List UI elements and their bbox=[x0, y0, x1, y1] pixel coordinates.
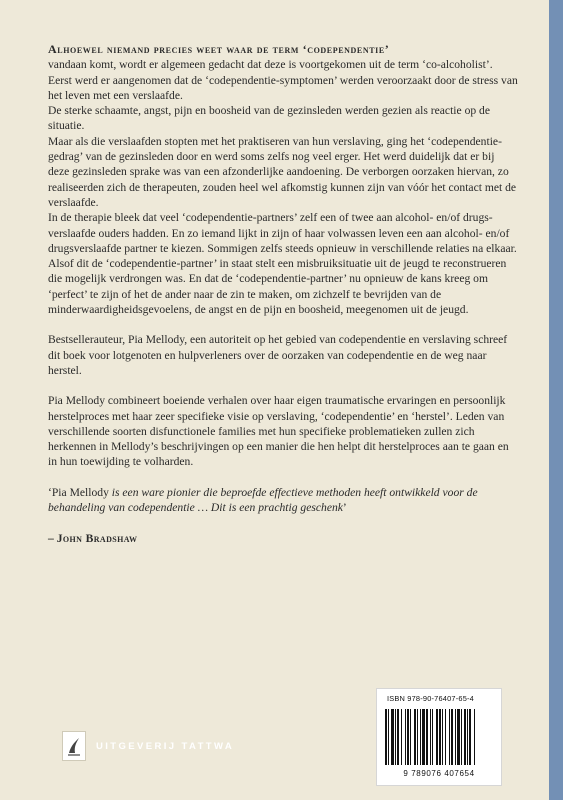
barcode-digits: 9 789076 407654 bbox=[403, 769, 475, 778]
author-dash: – bbox=[48, 532, 57, 546]
paragraph-therapy: In de therapie bleek dat veel ‘codependentie-partners’ zelf een of twee aan alcohol- en/of drugs- verslaafde ouders hadden. En zo iemand lijkt in zijn of haar volwassen leven een aan alcohol- en/of drugsverslaafde partner te kiezen. Sommigen zelfs steeds opnieuw in verschillende relaties na elkaar. Alsof dit de ‘codependentie-partner’ in staat stelt een misbruiksituatie uit de jeugd te reconstrueren die mogelijk verdrongen was. En dat de ‘codependentie-partner’ nu opnieuw de kans kreeg om ‘perfect’ te zijn of het de ander naar de zin te maken, om zichzelf te bevrijden van de minderwaardigheidsgevoelens, de angst en de pijn en boosheid, meegenomen uit de jeugd. bbox=[48, 211, 517, 317]
endorsement-quote bbox=[48, 485, 518, 516]
paragraph-shame: De sterke schaamte, angst, pijn en boosheid van de gezinsleden werden gezien als reactie op de situatie. bbox=[48, 104, 491, 133]
tattwa-logo-icon bbox=[62, 731, 86, 761]
intro-body: vandaan komt, wordt er algemeen gedacht dat deze is voortgekomen uit de term ‘co-alcoholist’. Eerst werd er aangenomen dat de ‘codependentie-symptomen’ werden veroorzaakt door de stress van het leven met een verslaafde. bbox=[48, 58, 518, 102]
isbn-barcode-block bbox=[376, 688, 502, 786]
endorsement-author bbox=[48, 531, 518, 546]
barcode-icon bbox=[383, 709, 495, 767]
paragraph-intro bbox=[48, 42, 518, 103]
intro-lead-in: Alhoewel niemand precies weet waar de term ‘codependentie’ bbox=[48, 42, 390, 56]
paragraph-author-intro: Bestsellerauteur, Pia Mellody, een autoriteit op het gebied van codependentie en verslaving schreef dit boek voor lotgenoten en hulpverleners over de oorzaken van codependentie en de weg naar herstel. bbox=[48, 333, 508, 377]
isbn-label: ISBN 978-90-76407-65-4 bbox=[387, 694, 474, 703]
decorative-side-band bbox=[549, 0, 563, 800]
back-cover-text bbox=[48, 42, 518, 547]
paragraph-behaviour: Maar als die verslaafden stopten met het praktiseren van hun verslaving, ging het ‘codependentie- gedrag’ van de gezinsleden door en werd soms zelfs nog veel erger. Het werd duidelijk dat er bij deze gezinsleden sprake was van een afzonderlijke aandoening. De verborgen oorzaken hiervan, zo realiseerden zich de therapeuten, zouden heel wel afkomstig kunnen zijn van vóór het contact met de verslaafde. bbox=[48, 134, 517, 209]
publisher-name: UITGEVERIJ TATTWA bbox=[96, 740, 235, 752]
author-name: John Bradshaw bbox=[56, 532, 138, 546]
paragraph-book-description: Pia Mellody combineert boeiende verhalen over haar eigen traumatische ervaringen en persoonlijk herstelproces met haar zeer specifieke visie op verslaving, ‘codependentie’ en ‘herstel’. Leden van verschillende soorten disfunctionele families met hun specifieke problematieken zullen zich herkennen in Mellody’s beschrijvingen op een manier die hen helpt dit herstelproces aan te gaan en in hun toewijding te volharden. bbox=[48, 394, 509, 469]
quote-close-mark: ’ bbox=[342, 501, 347, 515]
publisher-imprint bbox=[62, 731, 234, 761]
quote-body: is een ware pionier die beproefde effectieve methoden heeft ontwikkeld voor de behandeling van codependentie … Dit is een prachtig geschenk bbox=[48, 485, 478, 515]
quote-subject: ‘Pia Mellody bbox=[48, 485, 109, 499]
